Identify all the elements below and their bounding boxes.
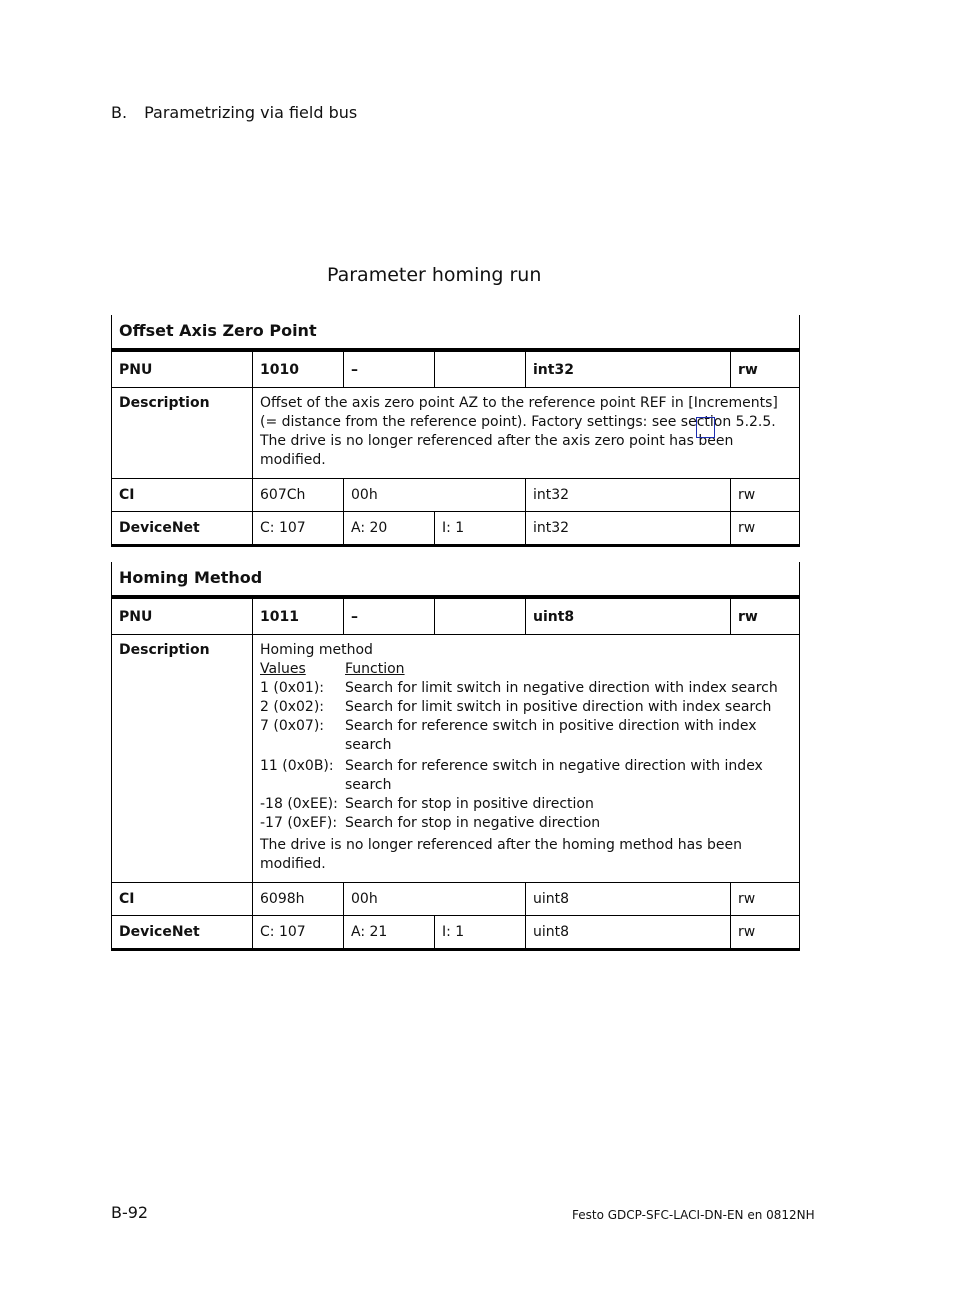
description-line: Offset of the axis zero point AZ to the reference point REF in [Increments]: [260, 395, 778, 411]
homing-function: Search for stop in positive direction: [345, 796, 594, 812]
devicenet-attribute: A: 20: [344, 512, 435, 546]
parameter-table-homing-method: [111, 562, 800, 951]
devicenet-type: int32: [526, 512, 731, 546]
devicenet-instance: I: 1: [435, 916, 526, 950]
table-title: Homing Method: [112, 562, 800, 597]
homing-function: Search for limit switch in positive direction with index search: [345, 699, 772, 715]
ci-subindex: 00h: [344, 479, 526, 512]
ci-index: 607Ch: [253, 479, 344, 512]
pnu-empty: [435, 350, 526, 388]
ci-label: CI: [112, 883, 253, 916]
table-row: [112, 916, 800, 950]
devicenet-attribute: A: 21: [344, 916, 435, 950]
description-note: The drive is no longer referenced after the homing method has been modified.: [260, 837, 742, 872]
table-row: [112, 350, 800, 388]
list-item: [260, 717, 792, 755]
homing-function: Search for reference switch in positive direction with index search: [345, 718, 757, 753]
homing-value: 2 (0x02):: [260, 699, 325, 715]
ci-type: uint8: [526, 883, 731, 916]
ci-type: int32: [526, 479, 731, 512]
pnu-access: rw: [731, 350, 800, 388]
table-row: [112, 883, 800, 916]
ci-label: CI: [112, 479, 253, 512]
table-row: [112, 635, 800, 883]
devicenet-class: C: 107: [253, 512, 344, 546]
page-header: [111, 103, 357, 122]
pnu-number: 1011: [253, 597, 344, 635]
pnu-label: PNU: [112, 597, 253, 635]
table-row: [112, 597, 800, 635]
pnu-empty: [435, 597, 526, 635]
homing-value: -18 (0xEE):: [260, 796, 338, 812]
description-label: Description: [112, 635, 253, 883]
ci-access: rw: [731, 479, 800, 512]
homing-function: Search for stop in negative direction: [345, 815, 601, 831]
document-id: Festo GDCP-SFC-LACI-DN-EN en 0812NH: [572, 1208, 815, 1222]
function-header: Function: [345, 661, 405, 677]
page-number: B-92: [111, 1203, 149, 1222]
values-header-row: [260, 660, 792, 679]
chapter-title: Parametrizing via field bus: [144, 103, 358, 122]
homing-value: 11 (0x0B):: [260, 758, 334, 774]
description-intro: Homing method: [260, 642, 373, 658]
devicenet-class: C: 107: [253, 916, 344, 950]
chapter-letter: B.: [111, 103, 128, 122]
pnu-label: PNU: [112, 350, 253, 388]
ci-subindex: 00h: [344, 883, 526, 916]
list-item: [260, 698, 792, 717]
description-label: Description: [112, 388, 253, 479]
values-header: Values: [260, 661, 306, 677]
pnu-access: rw: [731, 597, 800, 635]
pnu-type: uint8: [526, 597, 731, 635]
list-item: [260, 757, 792, 795]
devicenet-access: rw: [731, 512, 800, 546]
section-title: Parameter homing run: [327, 264, 542, 286]
ci-access: rw: [731, 883, 800, 916]
description-line: (= distance from the reference point). Factory settings: see section 5.2.5.: [260, 414, 776, 430]
devicenet-type: uint8: [526, 916, 731, 950]
pnu-subindex: –: [344, 597, 435, 635]
ci-index: 6098h: [253, 883, 344, 916]
homing-value: 1 (0x01):: [260, 680, 325, 696]
homing-value: 7 (0x07):: [260, 718, 325, 734]
devicenet-access: rw: [731, 916, 800, 950]
table-title: Offset Axis Zero Point: [112, 315, 800, 350]
pnu-number: 1010: [253, 350, 344, 388]
devicenet-label: DeviceNet: [112, 916, 253, 950]
list-item: [260, 814, 792, 833]
description-text: [253, 388, 800, 479]
list-item: [260, 795, 792, 814]
pnu-type: int32: [526, 350, 731, 388]
homing-function: Search for reference switch in negative direction with index search: [345, 758, 763, 793]
table-row: [112, 512, 800, 546]
pnu-subindex: –: [344, 350, 435, 388]
list-item: [260, 679, 792, 698]
devicenet-label: DeviceNet: [112, 512, 253, 546]
homing-function: Search for limit switch in negative direction with index search: [345, 680, 778, 696]
section-link-highlight[interactable]: [696, 417, 715, 438]
description-line: The drive is no longer referenced after the axis zero point has been modified.: [260, 433, 734, 468]
devicenet-instance: I: 1: [435, 512, 526, 546]
table-row: [112, 479, 800, 512]
homing-value: -17 (0xEF):: [260, 815, 338, 831]
description-text: [253, 635, 800, 883]
